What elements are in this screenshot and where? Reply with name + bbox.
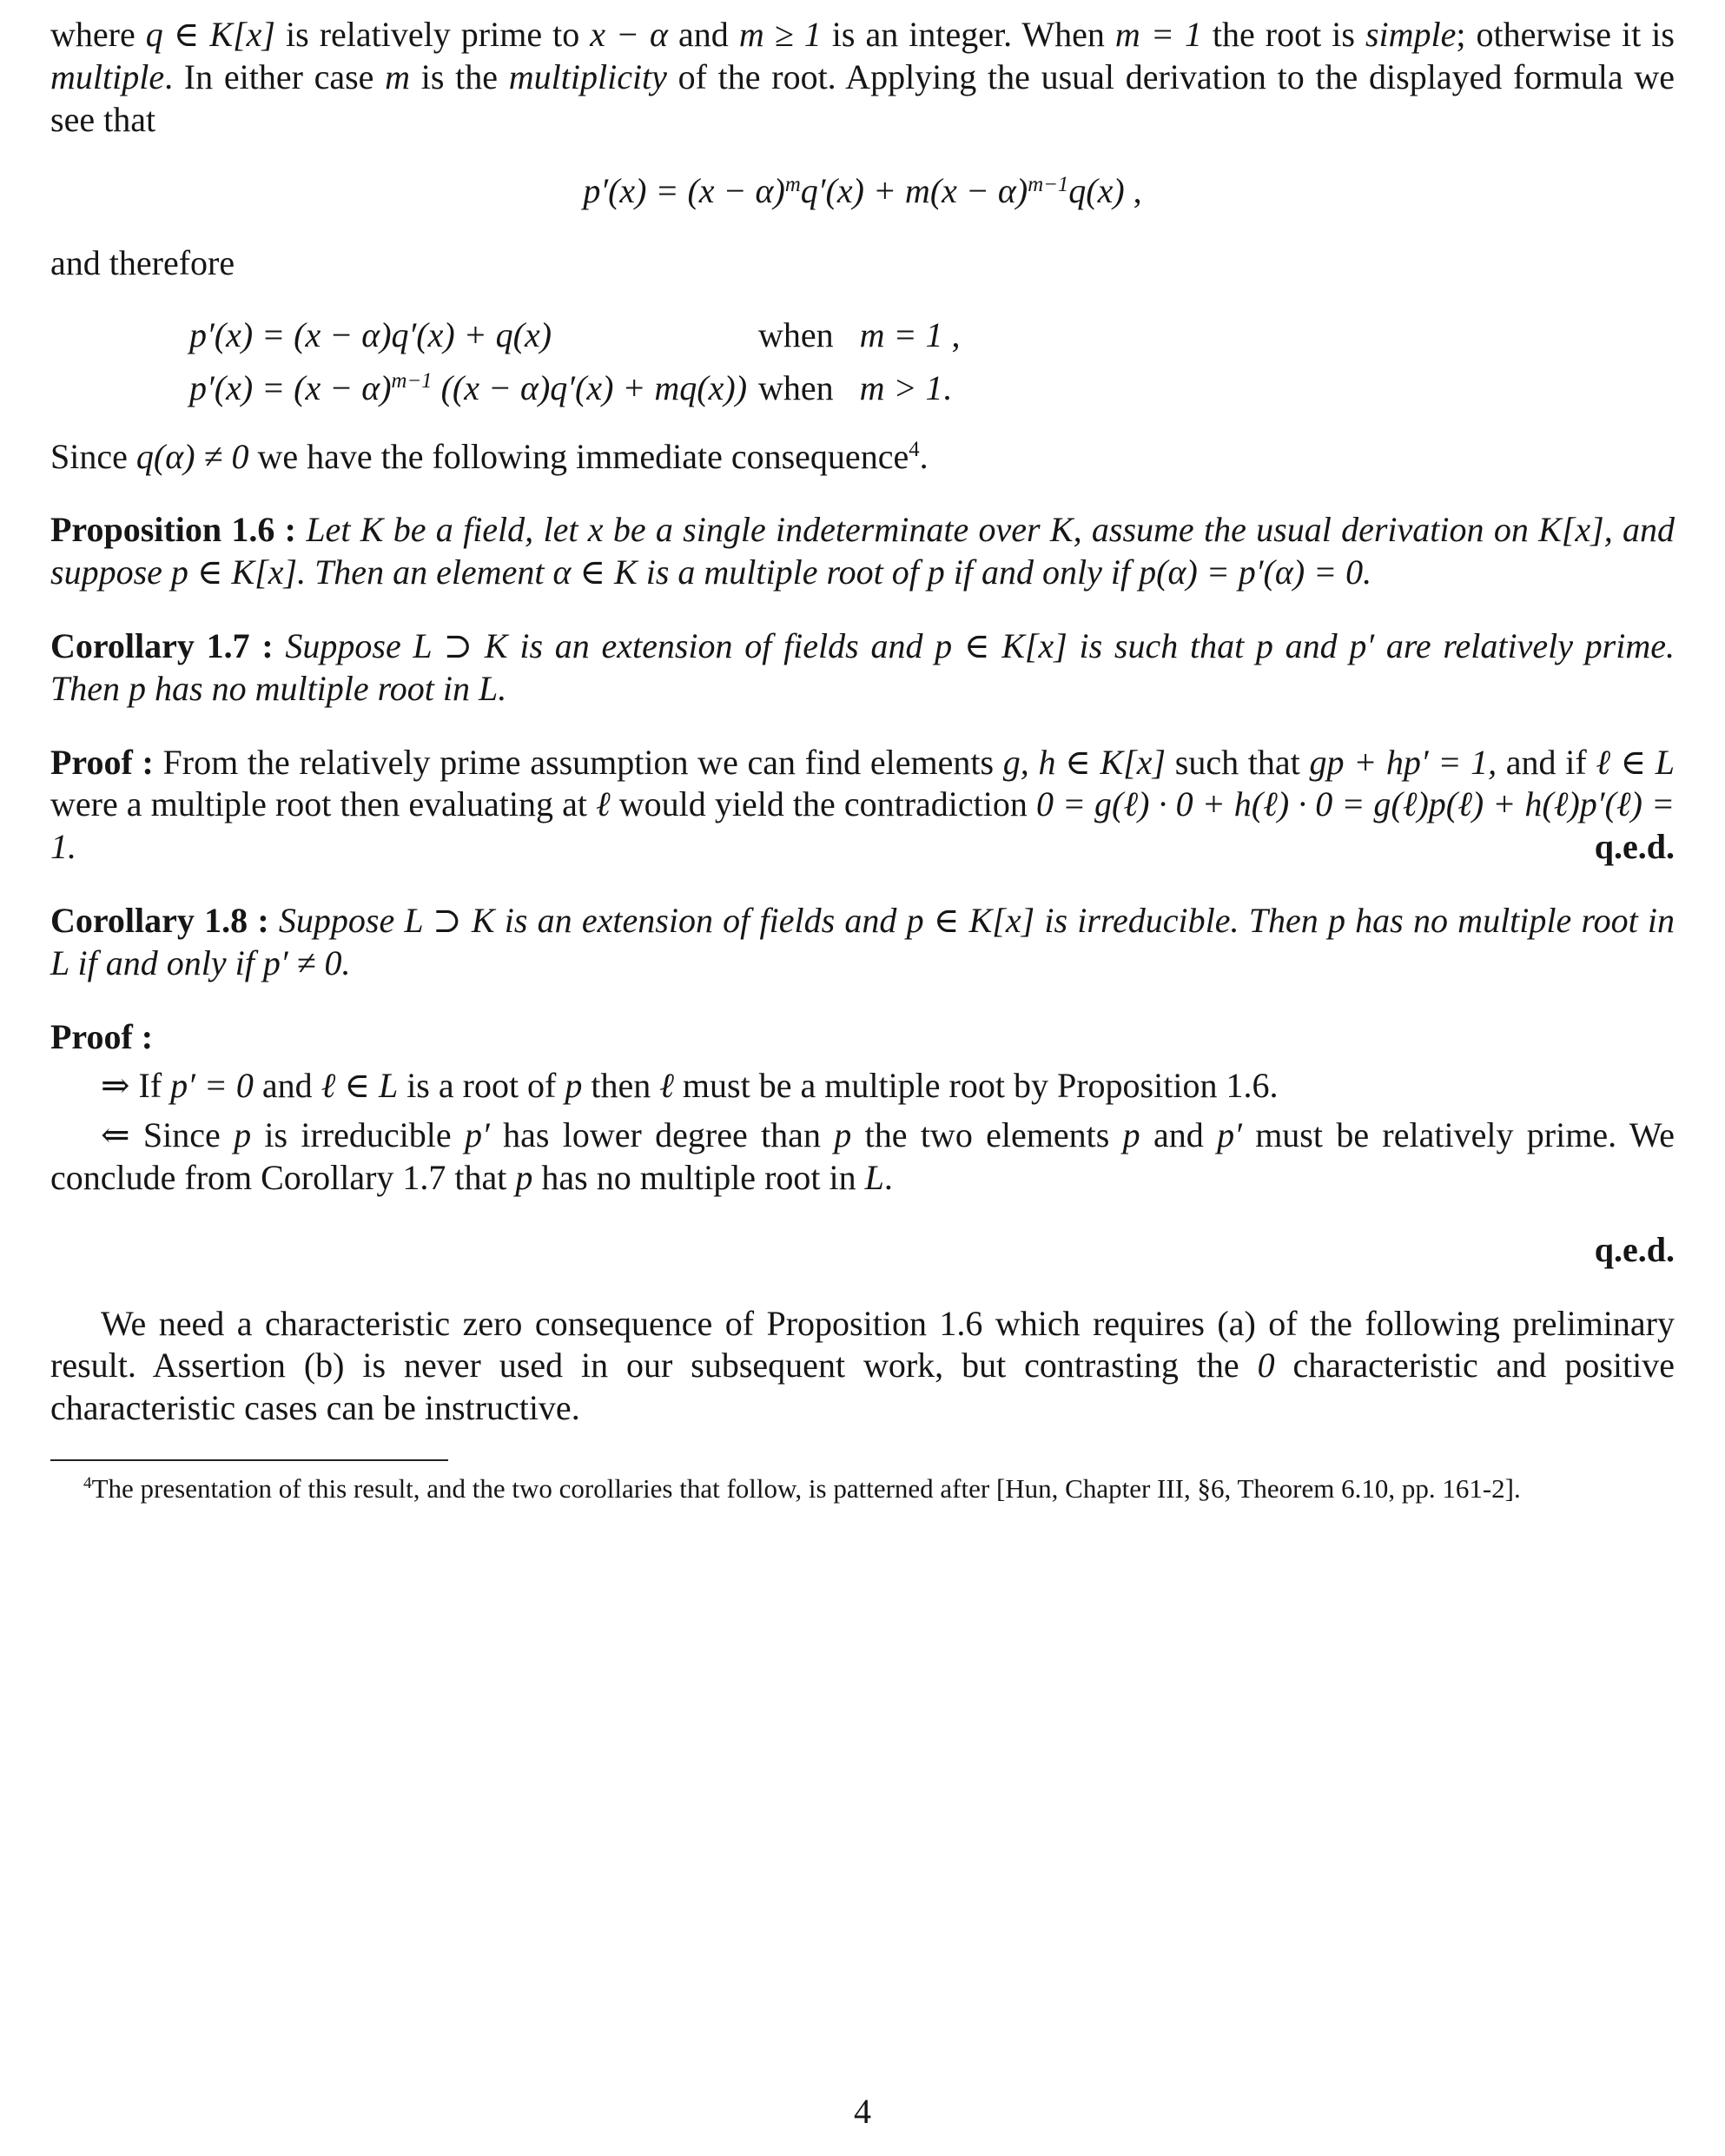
text-run: must be relatively prime. We conclude from Corollary 1.7 that bbox=[50, 1115, 1675, 1197]
text-run: and bbox=[253, 1066, 321, 1106]
text-run: m−1 bbox=[1028, 172, 1069, 196]
condition-m-equals-1 bbox=[758, 314, 1675, 357]
text-run: q′(x) + m(x − α) bbox=[800, 171, 1028, 211]
text-run: ⇐ Since bbox=[101, 1115, 235, 1155]
text-run: q(x) bbox=[1068, 171, 1125, 211]
paragraph-closing bbox=[50, 1303, 1675, 1430]
text-run: is the bbox=[410, 56, 509, 96]
text-run: we have the following immediate consequence bbox=[248, 436, 909, 476]
text-run: ℓ bbox=[659, 1066, 674, 1106]
condition-m-greater-1 bbox=[758, 367, 1675, 410]
text-run: p′ bbox=[1217, 1115, 1242, 1155]
footnote-rule bbox=[50, 1459, 448, 1461]
proof-heading-corollary-1-8 bbox=[50, 1016, 1675, 1059]
text-run: Suppose L ⊃ K is an extension of fields and p ∈ K[x] is irreducible. Then p has no multiple root in L if and only if p′ ≠ 0. bbox=[50, 900, 1675, 982]
text-run: and if bbox=[1497, 742, 1596, 782]
text-run: p′ bbox=[465, 1115, 490, 1155]
text-run: m bbox=[784, 172, 801, 196]
text-run: The presentation of this result, and the two corollaries that follow, is patterned after [Hun, Chapter III, §6, Theorem 6.10, pp. 161-2]. bbox=[91, 1472, 1521, 1504]
text-run: when bbox=[758, 314, 860, 354]
proof-corollary-1-7 bbox=[50, 742, 1675, 869]
text-run: p′ = 0 bbox=[170, 1066, 254, 1106]
text-run: Suppose L ⊃ K is an extension of fields and p ∈ K[x] is such that p and p′ are relatively prime. Then p has no multiple root in L. bbox=[50, 625, 1675, 708]
text-run: m bbox=[385, 56, 411, 96]
text-run: and bbox=[668, 15, 739, 54]
text-run: ℓ ∈ L bbox=[321, 1066, 399, 1106]
text-run: p′(x) = (x − α) bbox=[583, 171, 785, 211]
qed-label-corollary-1-7: q.e.d. bbox=[1594, 827, 1675, 867]
text-run: characteristic and positive characteristic cases can be instructive. bbox=[50, 1346, 1675, 1428]
text-run: Since bbox=[50, 436, 136, 476]
proof-forward-direction bbox=[50, 1065, 1675, 1108]
text-run: Corollary 1.8 : bbox=[50, 900, 279, 940]
text-run: has no multiple root in bbox=[532, 1157, 865, 1197]
text-run: is an integer. When bbox=[821, 15, 1115, 54]
text-run: and therefore bbox=[50, 243, 235, 283]
text-run: p bbox=[515, 1157, 533, 1197]
equation-system bbox=[189, 314, 1675, 410]
paragraph-and-therefore bbox=[50, 242, 1675, 285]
text-run: such that bbox=[1166, 742, 1310, 782]
text-run: 0 = g(ℓ) · 0 + h(ℓ) · 0 = g(ℓ)p(ℓ) + h(ℓ)p′(ℓ) = 1. bbox=[50, 784, 1675, 867]
text-run: m > 1 bbox=[859, 367, 943, 407]
text-run: ℓ bbox=[596, 784, 611, 824]
footnote bbox=[50, 1472, 1675, 1506]
corollary-1-8 bbox=[50, 900, 1675, 985]
text-run: ((x − α)q′(x) + mq(x)) bbox=[432, 367, 748, 407]
text-run: ℓ ∈ L bbox=[1596, 742, 1675, 782]
text-run: m = 1 bbox=[859, 314, 943, 354]
text-run: m−1 bbox=[391, 369, 433, 394]
proof-corollary-1-7-text bbox=[50, 743, 1675, 867]
text-run: Proposition 1.6 : bbox=[50, 510, 307, 550]
equation-case-m-greater-1 bbox=[189, 367, 758, 410]
text-run: Let K be a field, let x be a single indeterminate over K, assume the usual derivation on K[x], and suppose p ∈ K[x]. Then an element α ∈ K is a multiple root of p if and only if p(α) = p′(α) = 0. bbox=[50, 510, 1675, 592]
proof-reverse-direction bbox=[50, 1114, 1675, 1200]
text-run: multiple bbox=[50, 56, 165, 96]
text-run: must be a multiple root by Proposition 1.6. bbox=[673, 1066, 1279, 1106]
text-run: ⇒ If bbox=[101, 1066, 171, 1106]
text-run: is a root of bbox=[398, 1066, 565, 1106]
text-run: the root is bbox=[1201, 15, 1365, 54]
text-run: q(α) ≠ 0 bbox=[135, 436, 249, 476]
display-equation-derivative bbox=[50, 170, 1675, 213]
text-run: We need a characteristic zero consequence of Proposition 1.6 which requires (a) of the following preliminary result. Assertion (b) is never used in our subsequent work, but contrasting the bbox=[50, 1303, 1675, 1386]
text-run: From the relatively prime assumption we can find elements bbox=[162, 742, 1003, 782]
text-run: and bbox=[1140, 1115, 1218, 1155]
text-run: is irreducible bbox=[251, 1115, 465, 1155]
text-run: p bbox=[834, 1115, 852, 1155]
text-run: ; otherwise it is bbox=[1456, 15, 1675, 54]
text-run: Proof : bbox=[50, 742, 163, 782]
text-run: . bbox=[942, 367, 952, 407]
text-run: q ∈ K[x] bbox=[145, 15, 275, 54]
text-run: the two elements bbox=[851, 1115, 1123, 1155]
equation-case-m-equals-1 bbox=[189, 314, 758, 357]
text-run: p bbox=[565, 1066, 583, 1106]
text-run: multiplicity bbox=[508, 56, 667, 96]
text-run: . In either case bbox=[164, 56, 386, 96]
proposition-1-6 bbox=[50, 509, 1675, 594]
text-run: L bbox=[864, 1157, 884, 1197]
text-run: x − α bbox=[590, 15, 669, 54]
text-run: were a multiple root then evaluating at bbox=[50, 784, 596, 824]
text-run: p′(x) = (x − α) bbox=[189, 367, 392, 407]
text-run: is relatively prime to bbox=[274, 15, 591, 54]
text-run: simple bbox=[1365, 15, 1457, 54]
text-run: Corollary 1.7 : bbox=[50, 625, 286, 665]
text-run: 4 bbox=[909, 437, 920, 461]
text-run: would yield the contradiction bbox=[610, 784, 1036, 824]
paragraph-intro bbox=[50, 14, 1675, 141]
text-run: 4 bbox=[83, 1474, 92, 1493]
page-number: 4 bbox=[854, 2092, 871, 2132]
text-run: of the root. Applying the usual derivation to the displayed formula we see that bbox=[50, 56, 1675, 139]
text-run: m ≥ 1 bbox=[738, 15, 822, 54]
text-run: Proof : bbox=[50, 1016, 154, 1056]
text-run: p bbox=[234, 1115, 252, 1155]
text-run: , bbox=[1124, 171, 1142, 211]
text-run: gp + hp′ = 1, bbox=[1309, 742, 1497, 782]
text-run: then bbox=[582, 1066, 660, 1106]
text-run: 0 bbox=[1257, 1346, 1275, 1386]
text-run: has lower degree than bbox=[489, 1115, 835, 1155]
text-run: p bbox=[1122, 1115, 1140, 1155]
paragraph-since-consequence bbox=[50, 436, 1675, 479]
text-run: m = 1 bbox=[1114, 15, 1202, 54]
text-run: p′(x) = (x − α)q′(x) + q(x) bbox=[189, 314, 552, 354]
text-run: . bbox=[919, 436, 929, 476]
qed-label-corollary-1-8: q.e.d. bbox=[1594, 1229, 1675, 1269]
text-run: g, h ∈ K[x] bbox=[1002, 742, 1167, 782]
corollary-1-7 bbox=[50, 625, 1675, 711]
text-run: when bbox=[758, 367, 860, 407]
text-run: . bbox=[883, 1157, 893, 1197]
text-run: , bbox=[942, 314, 961, 354]
text-run: where bbox=[50, 15, 146, 54]
